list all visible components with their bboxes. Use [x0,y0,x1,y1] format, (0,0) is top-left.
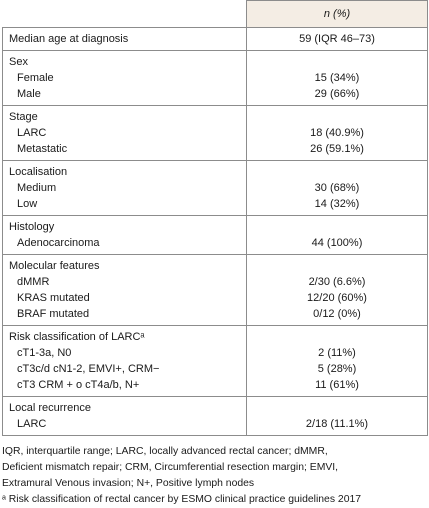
group-row [3,216,428,255]
row-label: cT3c/d cN1-2, EMVI+, CRM− [17,363,160,375]
row-label: dMMR [17,276,50,288]
row-label: cT1-3a, N0 [17,347,72,359]
row-value: 44 (100%) [311,237,363,249]
row-value: 14 (32%) [314,198,360,210]
footnote-line: IQR, interquartile range; LARC, locally advanced rectal cancer; dMMR, [2,446,328,457]
row-value: 0/12 (0%) [313,308,361,320]
row-label: Female [17,72,54,84]
row-value: 2/30 (6.6%) [308,276,366,288]
group-title: Stage [9,111,38,123]
row-value: 2 (11%) [318,347,356,359]
footnote-line: Deficient mismatch repair; CRM, Circumferential resection margin; EMVI, [2,462,339,473]
table-container [2,0,427,508]
row-value: 30 (68%) [314,182,360,194]
group-row [3,326,428,397]
footnote-line: ᵃ Risk classification of rectal cancer by ESMO clinical practice guidelines 2017 [2,494,362,505]
row-value: 15 (34%) [314,72,360,84]
header-value-cell: n (%) [247,1,428,28]
row-value: 29 (66%) [314,88,360,100]
row-value: 26 (59.1%) [310,143,364,155]
group-row [3,161,428,216]
row-label: Metastatic [17,143,68,155]
characteristics-table [2,0,428,436]
group-row [3,106,428,161]
row-value: 12/20 (60%) [307,292,367,304]
row-value: 5 (28%) [317,363,357,375]
group-title: Sex [9,56,28,68]
row-label: Medium [17,182,57,194]
row-label: Adenocarcinoma [17,237,100,249]
row-label: BRAF mutated [17,308,90,320]
group-title: Molecular features [9,260,100,272]
median-age-value: 59 (IQR 46–73) [299,33,375,45]
row-label: Low [17,198,38,210]
header-label-cell [3,1,247,28]
row-value: 11 (61%) [315,379,359,391]
header-row [3,1,428,28]
row-label: LARC [17,418,47,430]
table-footnotes [2,444,427,508]
row-label: LARC [17,127,47,139]
row-label: KRAS mutated [17,292,90,304]
group-row [3,397,428,436]
group-title: Localisation [9,166,68,178]
group-row [3,255,428,326]
row-value: 18 (40.9%) [310,127,364,139]
row-value: 2/18 (11.1%) [305,418,369,430]
median-age-row [3,28,428,51]
group-row [3,51,428,106]
group-title: Histology [9,221,55,233]
median-age-label: Median age at diagnosis [9,33,129,45]
group-title: Risk classification of LARCᵃ [9,331,145,343]
row-label: Male [17,88,41,100]
footnote-line: Extramural Venous invasion; N+, Positive lymph nodes [2,478,255,489]
row-label: cT3 CRM + o cT4a/b, N+ [17,379,140,391]
group-title: Local recurrence [9,402,91,414]
